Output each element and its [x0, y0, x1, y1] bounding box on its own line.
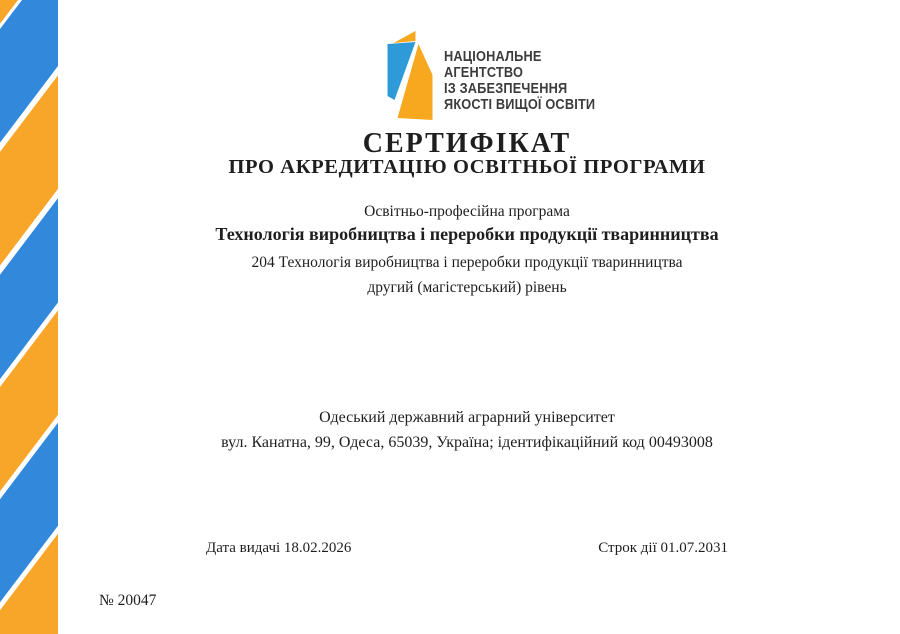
agency-logo-icon	[387, 30, 433, 120]
agency-name-line-4: ЯКОСТІ ВИЩОЇ ОСВІТИ	[444, 97, 596, 113]
program-name: Технологія виробництва і переробки продукції тваринництва	[215, 224, 719, 244]
institution-name: Одеський державний аграрний університет	[319, 409, 615, 426]
certificate-subtitle: ПРО АКРЕДИТАЦІЮ ОСВІТНЬОЇ ПРОГРАМИ	[228, 156, 706, 178]
certificate-title: СЕРТИФІКАТ	[362, 128, 572, 159]
left-stripe-band	[0, 0, 58, 634]
issue-date-value: 18.02.2026	[283, 540, 352, 556]
program-level: другий (магістерський) рівень	[367, 279, 567, 296]
program-type-label: Освітньо-професійна програма	[364, 203, 570, 220]
certificate-number: № 20047	[99, 592, 157, 609]
institution-address: вул. Канатна, 99, Одеса, 65039, Україна; ідентифікаційний код 00493008	[221, 434, 713, 451]
program-code-line: 204 Технологія виробництва і переробки продукції тваринництва	[251, 254, 683, 271]
issue-date	[206, 540, 351, 557]
agency-name-line-1: НАЦІОНАЛЬНЕ	[444, 49, 542, 65]
validity-date-label: Строк дії	[598, 540, 657, 556]
validity-date	[598, 540, 728, 557]
issue-date-label: Дата видачі	[206, 540, 281, 556]
agency-name-line-2: АГЕНТСТВО	[444, 65, 524, 81]
logo-top-triangle	[394, 31, 416, 43]
validity-date-value: 01.07.2031	[660, 540, 728, 556]
agency-name	[444, 49, 595, 113]
agency-name-line-3: ІЗ ЗАБЕЗПЕЧЕННЯ	[444, 81, 568, 97]
